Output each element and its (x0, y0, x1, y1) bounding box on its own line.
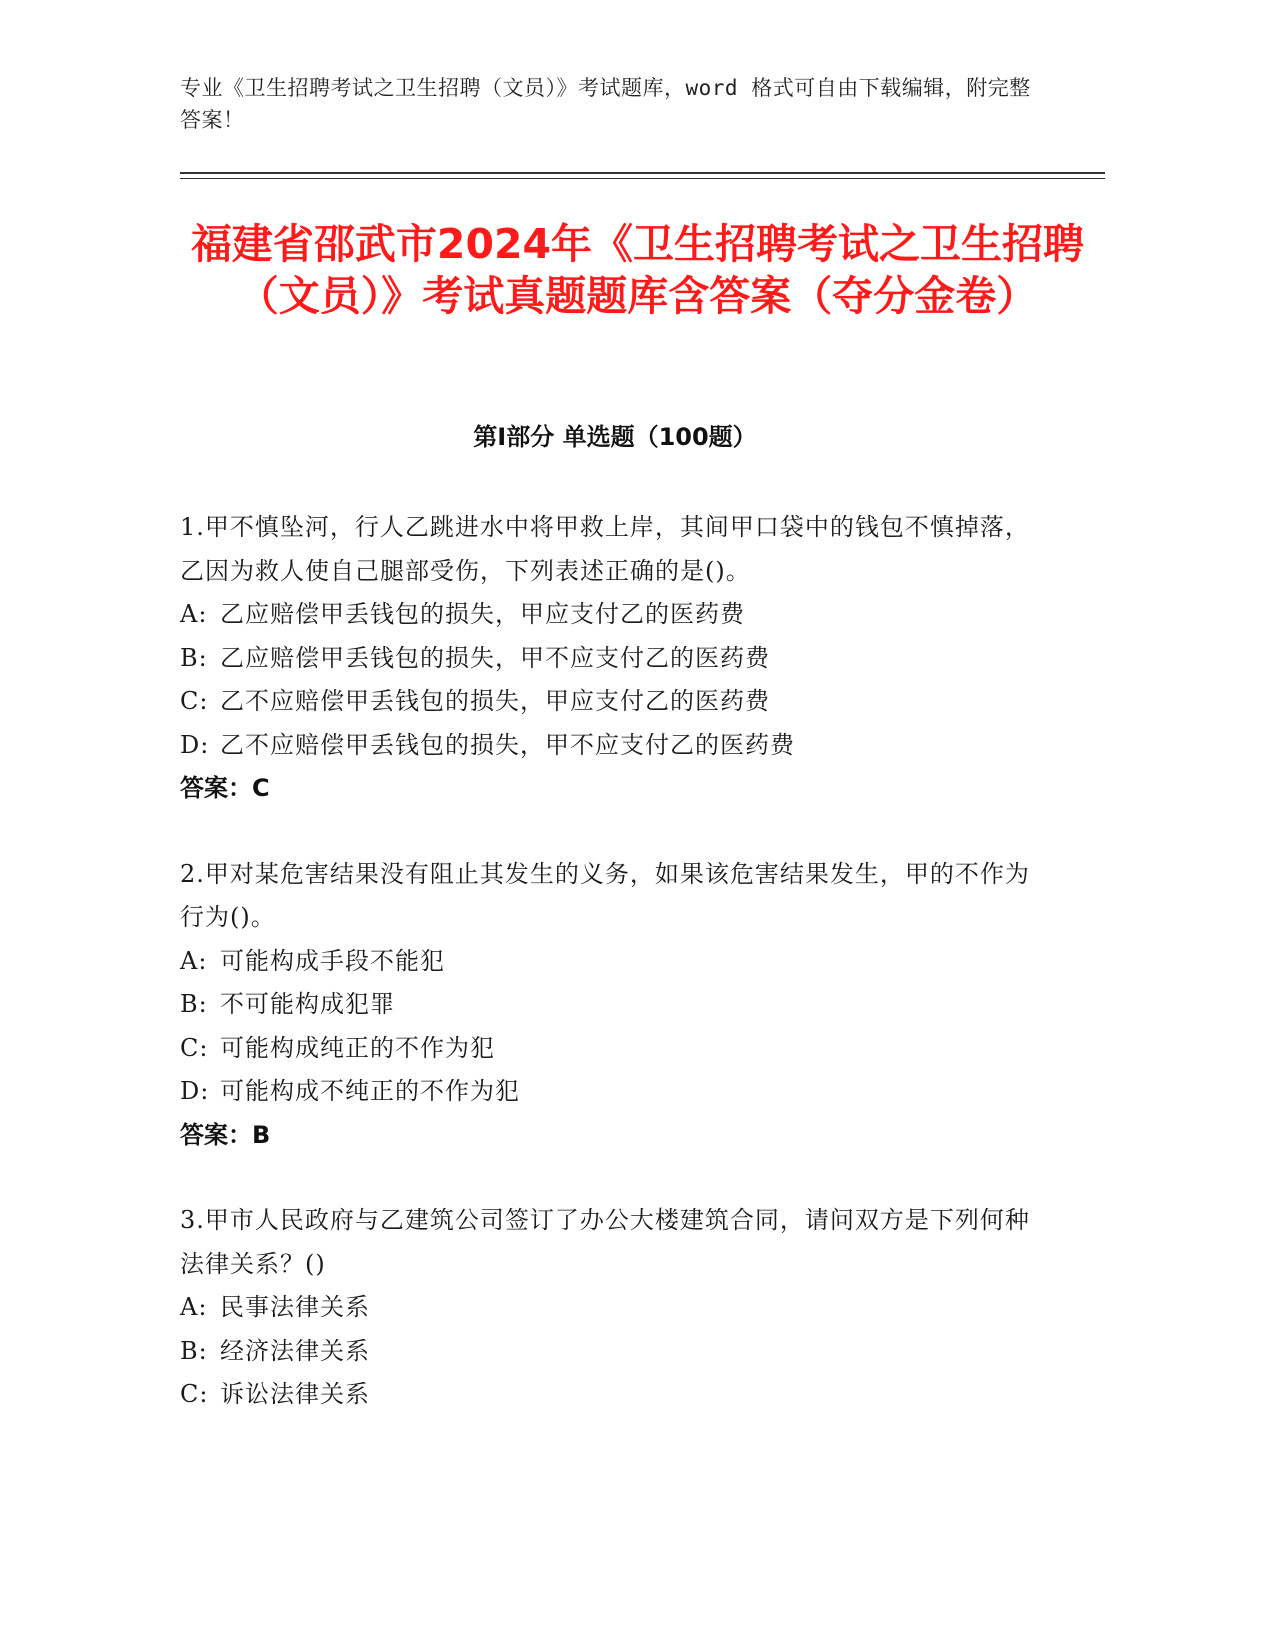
option-key: B: (180, 1336, 208, 1365)
answer-line: 答案：B (180, 1120, 271, 1149)
question-stem: 2.甲对某危害结果没有阻止其发生的义务，如果该危害结果发生，甲的不作为行为()。 (180, 859, 1030, 931)
question-1 (180, 506, 1050, 811)
option-c (180, 680, 1050, 724)
question-stem: 3.甲市人民政府与乙建筑公司签订了办公大楼建筑合同，请问双方是下列何种法律关系？() (180, 1206, 1030, 1278)
option-text: 乙应赔偿甲丢钱包的损失，甲应支付乙的医药费 (220, 600, 745, 628)
option-key: C: (180, 1033, 209, 1062)
option-text: 诉讼法律关系 (220, 1380, 370, 1408)
option-a (180, 940, 1050, 984)
option-text: 可能构成不纯正的不作为犯 (220, 1077, 520, 1105)
option-key: B: (180, 990, 208, 1018)
option-key: A: (180, 600, 208, 628)
header-rule-thin (180, 178, 1105, 179)
option-key: A: (180, 1293, 208, 1321)
option-c (180, 1373, 1050, 1417)
option-key: D: (180, 730, 210, 759)
option-key: B: (180, 643, 208, 672)
option-key: D: (180, 1077, 210, 1105)
option-text: 民事法律关系 (220, 1293, 370, 1321)
answer-line: 答案：C (180, 774, 270, 802)
option-key: A: (180, 946, 208, 975)
option-text: 乙应赔偿甲丢钱包的损失，甲不应支付乙的医药费 (220, 643, 770, 672)
option-key: C: (180, 687, 209, 715)
option-text: 不可能构成犯罪 (220, 990, 395, 1018)
header-rule-thick (180, 172, 1105, 174)
document-title: 福建省邵武市2024年《卫生招聘考试之卫生招聘（文员）》考试真题题库含答案（夺分金卷） (190, 220, 1085, 320)
option-text: 可能构成手段不能犯 (220, 946, 445, 975)
option-a (180, 1286, 1050, 1330)
option-text: 可能构成纯正的不作为犯 (220, 1033, 495, 1062)
question-list (180, 506, 1050, 1459)
option-a (180, 593, 1050, 637)
section-title: 第Ⅰ部分 单选题（100题） (473, 423, 757, 451)
option-c (180, 1027, 1050, 1071)
option-d (180, 1070, 1050, 1114)
question-2 (180, 853, 1050, 1158)
option-d (180, 724, 1050, 768)
question-3 (180, 1199, 1050, 1417)
option-b (180, 983, 1050, 1027)
option-key: C: (180, 1380, 209, 1408)
option-b (180, 1330, 1050, 1374)
option-b (180, 637, 1050, 681)
question-stem: 1.甲不慎坠河，行人乙跳进水中将甲救上岸，其间甲口袋中的钱包不慎掉落，乙因为救人使自己腿部受伤，下列表述正确的是()。 (180, 513, 1030, 585)
option-text: 经济法律关系 (220, 1336, 370, 1365)
option-text: 乙不应赔偿甲丢钱包的损失，甲不应支付乙的医药费 (220, 730, 795, 759)
header-note: 专业《卫生招聘考试之卫生招聘（文员）》考试题库，word 格式可自由下载编辑，附完整答案！ (180, 76, 1031, 132)
option-text: 乙不应赔偿甲丢钱包的损失，甲应支付乙的医药费 (220, 687, 770, 715)
